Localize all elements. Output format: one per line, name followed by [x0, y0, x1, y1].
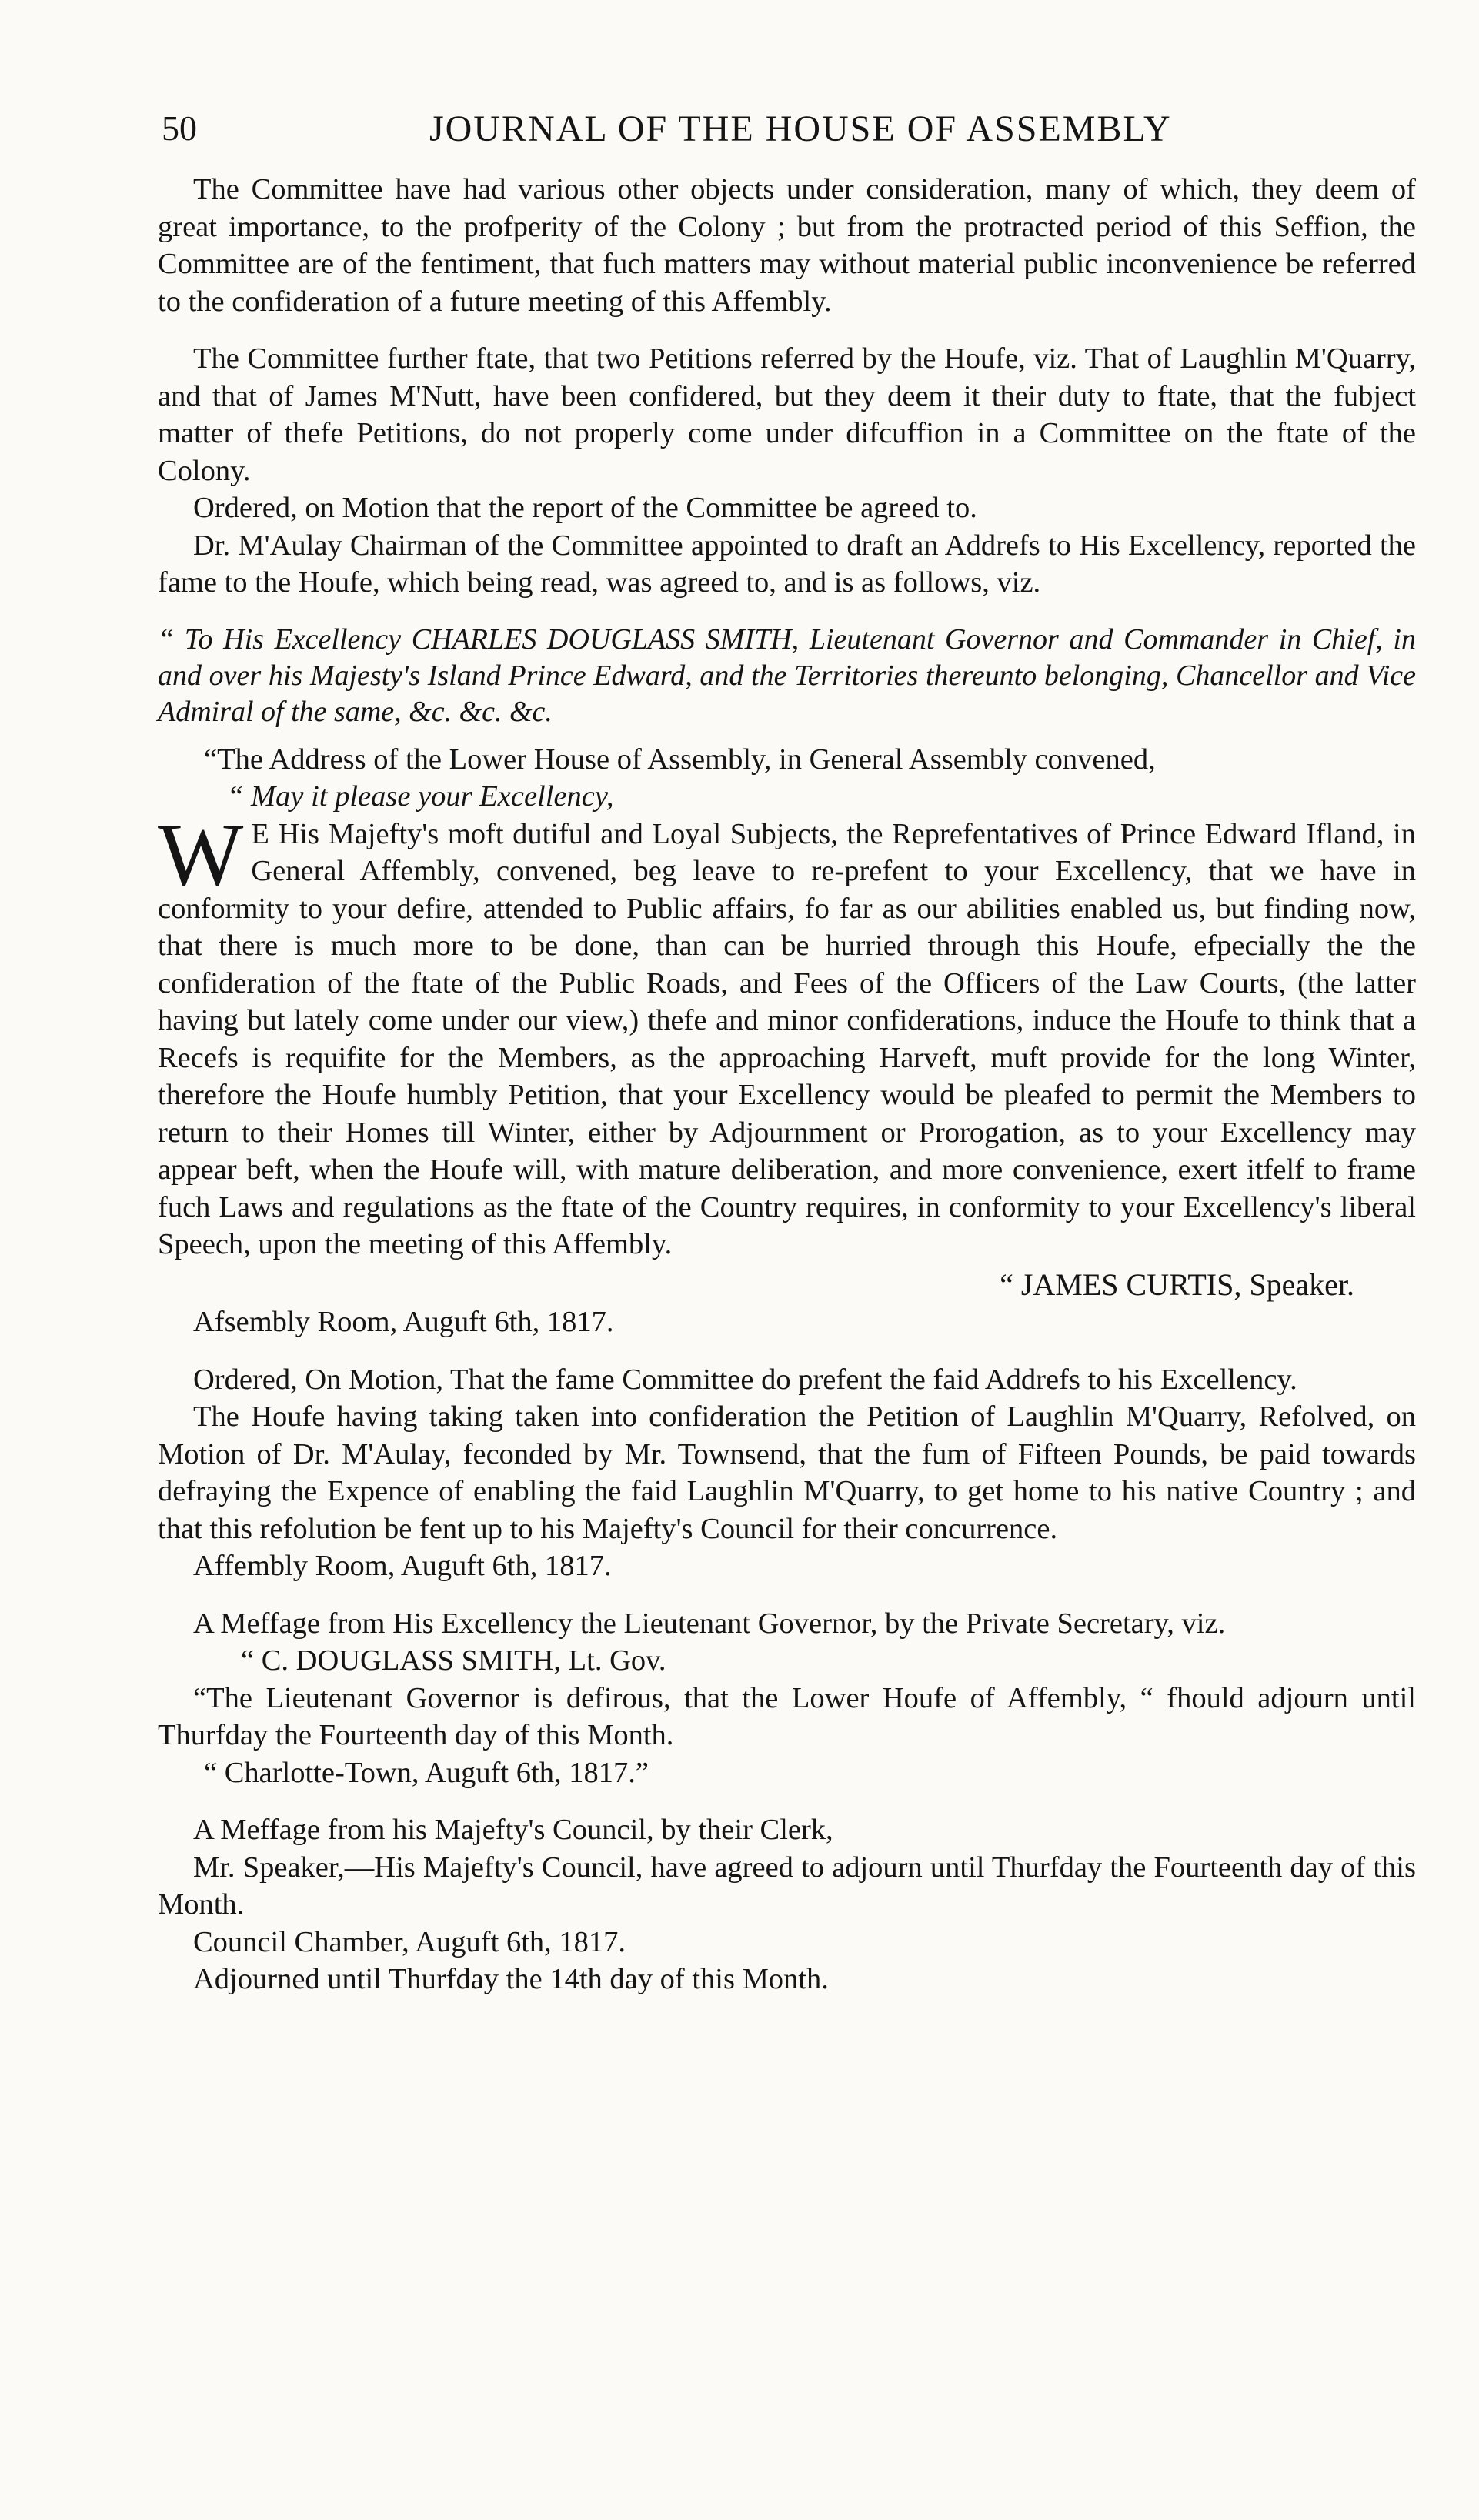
adjournment-note: Adjourned until Thurfday the 14th day of this Month.: [193, 1963, 829, 1995]
running-head: JOURNAL OF THE HOUSE OF ASSEMBLY: [429, 108, 1172, 149]
assembly-room-date-2: Affembly Room, Auguft 6th, 1817.: [193, 1550, 612, 1582]
drop-cap: W: [158, 803, 244, 905]
address-text: E His Majefty's moft dutiful and Loyal Subjects, the Reprefentatives of Prince Edward Ifland, in General Affembly, convened, beg leave to re-prefent to your Excellency, that we have in conformity to your defire, attended to Public affairs, fo far as our abilities enabled us, but finding now, that there is much more to be done, than can be hurried through this Houfe, efpecially the the confideration of the ftate of the Public Roads, and Fees of the Officers of the Law Courts, (the latter having but lately come under our view,) thefe and minor confiderations, induce the Houfe to think that a Recefs is requifite for the Members, as the approaching Harveft, muft provide for the long Winter, therefore the Houfe humbly Petition, that your Excellency would be pleafed to permit the Members to return to their Homes till Winter, either by Adjournment or Prorogation, as to your Excellency may appear beft, when the Houfe will, with mature deliberation, and more convenience, exert itfelf to frame fuch Laws and regulations as the ftate of the Country requires, in conformity to your Excellency's liberal Speech, upon the meeting of this Affembly.: [158, 817, 1416, 1260]
committee-paragraph: The Committee have had various other objects under consideration, many of which, they deem of great importance, to the profperity of the Colony ; but from the protracted period of this Seffion, the Committee are of the fentiment, that fuch matters may without material public inconvenience be referred to the confideration of a future meeting of this Affembly.: [158, 173, 1416, 318]
address-title: “The Address of the Lower House of Assembly, in General Assembly convened,: [204, 743, 1156, 776]
council-message-intro: A Meffage from his Majefty's Council, by their Clerk,: [193, 1814, 833, 1846]
governor-signature: “ C. DOUGLASS SMITH, Lt. Gov.: [241, 1644, 666, 1677]
address-body: [158, 803, 1416, 1263]
page-header: [162, 108, 1408, 154]
page-number: 50: [162, 108, 197, 148]
address-report-paragraph: Dr. M'Aulay Chairman of the Committee appointed to draft an Addrefs to His Excellency, reported the fame to the Houfe, which being read, was agreed to, and is as follows, viz.: [158, 529, 1416, 599]
petition-resolution-paragraph: The Houfe having taking taken into confideration the Petition of Laughlin M'Quarry, Refolved, on Motion of Dr. M'Aulay, feconded by Mr. Townsend, that the fum of Fifteen Pounds, be paid towards defraying the Expence of enabling the faid Laughlin M'Quarry, to get home to his native Country ; and that this refolution be fent up to his Majefty's Council for their concurrence.: [158, 1400, 1416, 1545]
petitions-paragraph: The Committee further ftate, that two Petitions referred by the Houfe, viz. That of Laughlin M'Quarry, and that of James M'Nutt, have been confidered, but they deem it their duty to ftate, that the fubject matter of thefe Petitions, do not properly come under difcuffion in a Committee on the ftate of the Colony.: [158, 342, 1416, 487]
speaker-signature: “ JAMES CURTIS, Speaker.: [1000, 1267, 1354, 1302]
page-body: [158, 171, 1416, 1998]
ordered-present-paragraph: Ordered, On Motion, That the fame Committee do prefent the faid Addrefs to his Excellency.: [193, 1363, 1297, 1396]
ordered-paragraph: Ordered, on Motion that the report of the Committee be agreed to.: [193, 492, 977, 524]
council-chamber-date: Council Chamber, Auguft 6th, 1817.: [193, 1925, 626, 1958]
address-salutation: “ May it please your Excellency,: [227, 780, 614, 813]
governor-message-text: “The Lieutenant Governor is defirous, that the Lower Houfe of Affembly, “ fhould adjourn until Thurfday the Fourteenth day of this Month.: [158, 1681, 1416, 1751]
governor-message-date: “ Charlotte-Town, Auguft 6th, 1817.”: [204, 1756, 649, 1789]
governor-message-intro: A Meffage from His Excellency the Lieutenant Governor, by the Private Secretary, viz.: [193, 1607, 1226, 1640]
assembly-room-date: Afsembly Room, Auguft 6th, 1817.: [193, 1306, 614, 1338]
council-message-text: Mr. Speaker,—His Majefty's Council, have agreed to adjourn until Thurfday the Fourteenth day of this Month.: [158, 1851, 1416, 1921]
address-heading: “ To His Excellency CHARLES DOUGLASS SMITH, Lieutenant Governor and Commander in Chief, in and over his Majesty's Island Prince Edward, and the Territories thereunto belonging, Chancellor and Vice Admiral of the same, &c. &c. &c.: [158, 622, 1416, 728]
